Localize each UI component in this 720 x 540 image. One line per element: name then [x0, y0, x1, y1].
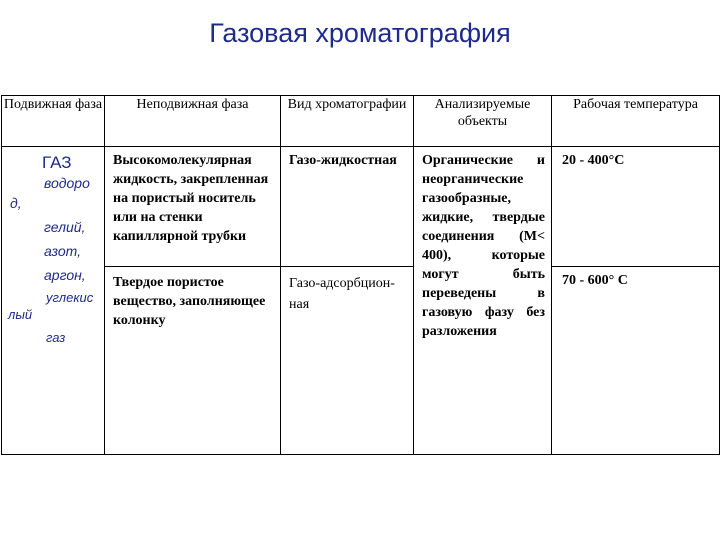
- header-working-temperature: Рабочая температура: [552, 96, 720, 147]
- mobile-phase-gas: ГАЗ: [42, 153, 72, 172]
- mobile-phase-fragment: азот,: [44, 243, 82, 259]
- chromatography-type-cell: Газо-адсорбцион-ная: [281, 267, 414, 455]
- table-header-row: [2, 96, 720, 147]
- stationary-phase-cell: Твердое пористое вещество, заполняющее колонку: [105, 267, 281, 455]
- mobile-phase-fragment: гелий,: [44, 219, 86, 235]
- header-stationary-phase: Неподвижная фаза: [105, 96, 281, 147]
- page-title: Газовая хроматография: [209, 18, 511, 48]
- mobile-phase-fragment: водоро: [44, 175, 90, 191]
- chromatography-table: [1, 95, 720, 455]
- mobile-phase-fragment: газ: [46, 330, 66, 345]
- stationary-phase-cell: Высокомолекулярная жидкость, закрепленная на пористый носитель или на стенки капиллярной трубки: [105, 147, 281, 267]
- header-chromatography-type: Вид хроматографии: [281, 96, 414, 147]
- header-analyzed-objects: Анализируемые объекты: [414, 96, 552, 147]
- mobile-phase-cell: [2, 147, 105, 455]
- table-row: [2, 267, 720, 455]
- mobile-phase-fragment: углекис: [46, 290, 94, 305]
- temperature-cell: 70 - 600° С: [552, 267, 720, 455]
- mobile-phase-fragment: д,: [10, 195, 22, 211]
- header-mobile-phase: Подвижная фаза: [2, 96, 105, 147]
- mobile-phase-fragment: аргон,: [44, 267, 86, 283]
- temperature-cell: 20 - 400°С: [552, 147, 720, 267]
- table-row: [2, 147, 720, 267]
- mobile-phase-fragment: лый: [8, 307, 33, 322]
- chromatography-type-cell: Газо-жидкостная: [281, 147, 414, 267]
- analyzed-objects-cell: Органические и неорганические газообразные, жидкие, твердые соединения (М< 400), которые могут быть переведены в газовую фазу без разложения: [414, 147, 552, 455]
